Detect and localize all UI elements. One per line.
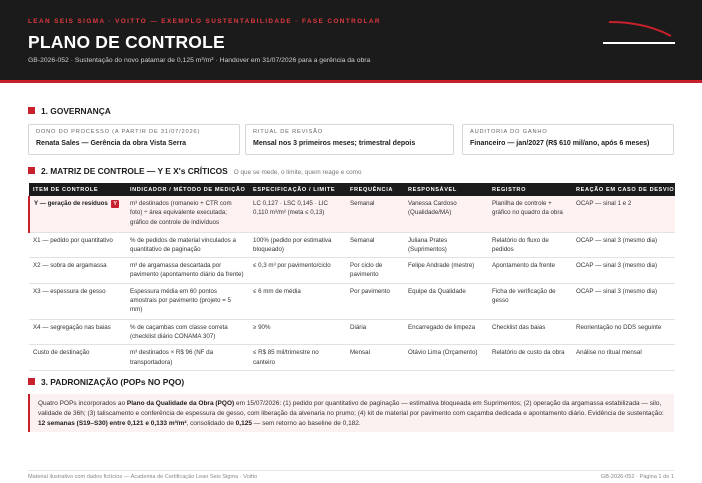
- cell-indicator: % de caçambas com classe correta (checklist diário CONAMA 307): [126, 319, 249, 345]
- cell-indicator: m³ de argamassa descartada por pavimento (apontamento diário da frente): [126, 258, 249, 284]
- table-row: [29, 283, 675, 319]
- y-badge: Y: [111, 200, 120, 208]
- callout-text: — sem retorno ao baseline de 0,182.: [251, 420, 361, 428]
- cell-indicator: % de pedidos de material vinculados a quantitativo de paginação: [126, 232, 249, 258]
- cell-record: Relatório de custo da obra: [488, 345, 572, 371]
- governance-card-audit: [462, 124, 674, 155]
- column-header: REAÇÃO EM CASO DE DESVIO: [572, 183, 675, 196]
- cell-owner: Otávio Lima (Orçamento): [404, 345, 488, 371]
- table-row: [29, 345, 675, 371]
- footer-disclaimer: Material ilustrativo com dados fictícios — Academia de Certificação Lean Seis Sigma · Voitto: [28, 474, 258, 480]
- cell-owner: Equipe da Qualidade: [404, 283, 488, 319]
- cell-record: Relatório do fluxo de pedidos: [488, 232, 572, 258]
- callout-text: Quatro POPs incorporados ao: [38, 400, 127, 407]
- cell-reaction: Análise no ritual mensal: [572, 345, 675, 371]
- section-heading-standardization: [28, 377, 184, 387]
- cell-spec: ≤ R$ 85 mil/trimestre no canteiro: [249, 345, 346, 371]
- governance-card-label: DONO DO PROCESSO (A PARTIR DE 31/07/2026): [36, 129, 201, 135]
- cell-item: X3 — espessura de gesso: [29, 283, 126, 319]
- callout-text: em 15/07/2026: (1) pedido por quantitativo de paginação — estimativa bloqueada em Suprimentos; (2) operação da argamassa estabilizada — silo, validade de 36h; (3) taliscamento e conferência de espessura de gesso, com liberação da alvenaria no prumo; (4) kit de material por pavimento com caçamba dedicada e apontamento diário. Evidência de sustentação:: [38, 400, 664, 418]
- cell-item: Custo de destinação: [29, 345, 126, 371]
- cell-spec: ≤ 6 mm de média: [249, 283, 346, 319]
- cell-frequency: Por ciclo de pavimento: [346, 258, 404, 284]
- column-header: ITEM DE CONTROLE: [29, 183, 126, 196]
- cell-reaction: OCAP — sinal 1 e 2: [572, 196, 675, 232]
- cell-frequency: Por pavimento: [346, 283, 404, 319]
- column-header: ESPECIFICAÇÃO / LIMITE: [249, 183, 346, 196]
- standardization-callout: [28, 394, 674, 432]
- cell-reaction: Reorientação no DDS seguinte: [572, 319, 675, 345]
- column-header: RESPONSÁVEL: [404, 183, 488, 196]
- cell-spec: 100% (pedido por estimativa bloqueado): [249, 232, 346, 258]
- cell-owner: Encarregado de limpeza: [404, 319, 488, 345]
- cell-reaction: OCAP — sinal 3 (mesmo dia): [572, 232, 675, 258]
- table-row: [29, 258, 675, 284]
- section-marker-icon: [28, 378, 35, 385]
- callout-text: , consolidado de: [186, 420, 236, 428]
- cell-owner: Juliana Prates (Suprimentos): [404, 232, 488, 258]
- cell-owner: Felipe Andrade (mestre): [404, 258, 488, 284]
- cell-frequency: Semanal: [346, 196, 404, 232]
- brand-curve-icon: [603, 18, 675, 46]
- header-eyebrow: LEAN SEIS SIGMA · VOITTO — EXEMPLO SUSTENTABILIDADE · FASE CONTROLAR: [28, 18, 381, 25]
- cell-reaction: OCAP — sinal 3 (mesmo dia): [572, 258, 675, 284]
- table-row: [29, 232, 675, 258]
- callout-bold-pqo: Plano da Qualidade da Obra (PQO): [126, 400, 235, 407]
- section-heading-governance: [28, 106, 111, 116]
- cell-record: Checklist das baias: [488, 319, 572, 345]
- cell-frequency: Semanal: [346, 232, 404, 258]
- page-title: PLANO DE CONTROLE: [28, 32, 225, 52]
- cell-item: X1 — pedido por quantitativo: [29, 232, 126, 258]
- cell-record: Apontamento da frente: [488, 258, 572, 284]
- table-row: [29, 319, 675, 345]
- standardization-heading-text: 3. PADRONIZAÇÃO (POPs NO PQO): [41, 377, 185, 387]
- header-band: [0, 0, 702, 83]
- governance-card-label: AUDITORIA DO GANHO: [470, 129, 548, 135]
- table-header-row: [29, 183, 675, 196]
- cell-frequency: Diária: [346, 319, 404, 345]
- cell-frequency: Mensal: [346, 345, 404, 371]
- control-matrix-table: [28, 183, 675, 371]
- cell-item: X2 — sobra de argamassa: [29, 258, 126, 284]
- section-marker-icon: [28, 167, 35, 174]
- governance-heading-text: 1. GOVERNANÇA: [41, 106, 111, 116]
- governance-card-value: Renata Sales — Gerência da obra Vista Serra: [36, 140, 187, 147]
- column-header: FREQUÊNCIA: [346, 183, 404, 196]
- callout-bold-consolidated: 0,125: [235, 420, 252, 428]
- page-footer: [28, 470, 674, 480]
- cell-spec: LC 0,127 · LSC 0,145 · LIC 0,110 m³/m² (meta ≤ 0,13): [249, 196, 346, 232]
- governance-card-value: Financeiro — jan/2027 (R$ 610 mil/ano, após 6 meses): [470, 140, 650, 147]
- table-row: [29, 196, 675, 232]
- cell-spec: ≤ 0,3 m³ por pavimento/ciclo: [249, 258, 346, 284]
- matrix-heading-note: O que se mede, o limite, quem reage e como: [233, 169, 362, 176]
- governance-card-value: Mensal nos 3 primeiros meses; trimestral depois: [253, 140, 416, 147]
- governance-card-owner: [28, 124, 240, 155]
- cell-indicator: m³ destinados × R$ 96 (NF da transportadora): [126, 345, 249, 371]
- section-marker-icon: [28, 107, 35, 114]
- page-subtitle: GB-2026-052 · Sustentação do novo patamar de 0,125 m³/m² · Handover em 31/07/2026 para a gerência da obra: [28, 57, 371, 64]
- cell-owner: Vanessa Cardoso (Qualidade/MA): [404, 196, 488, 232]
- callout-bold-evidence: 12 semanas (S19–S30) entre 0,121 e 0,133 m³/m²: [38, 420, 187, 428]
- cell-item: [29, 196, 126, 232]
- cell-item-text: Y — geração de resíduos: [34, 200, 108, 207]
- governance-card-review: [245, 124, 454, 155]
- cell-indicator: m³ destinados (romaneio + CTR com foto) ÷ área equivalente executada; gráfico de controle de indivíduos: [126, 196, 249, 232]
- governance-card-label: RITUAL DE REVISÃO: [253, 129, 323, 135]
- cell-spec: ≥ 90%: [249, 319, 346, 345]
- column-header: REGISTRO: [488, 183, 572, 196]
- footer-page-number: GB-2026-052 · Página 1 de 1: [600, 474, 674, 480]
- column-header: INDICADOR / MÉTODO DE MEDIÇÃO: [126, 183, 249, 196]
- cell-record: Planilha de controle + gráfico no quadro da obra: [488, 196, 572, 232]
- cell-item: X4 — segregação nas baias: [29, 319, 126, 345]
- cell-record: Ficha de verificação de gesso: [488, 283, 572, 319]
- cell-indicator: Espessura média em 60 pontos amostrais por pavimento (projeto = 5 mm): [126, 283, 249, 319]
- cell-reaction: OCAP — sinal 3 (mesmo dia): [572, 283, 675, 319]
- section-heading-matrix: [28, 166, 362, 176]
- matrix-heading-text: 2. MATRIZ DE CONTROLE — Y E X's CRÍTICOS: [41, 166, 228, 176]
